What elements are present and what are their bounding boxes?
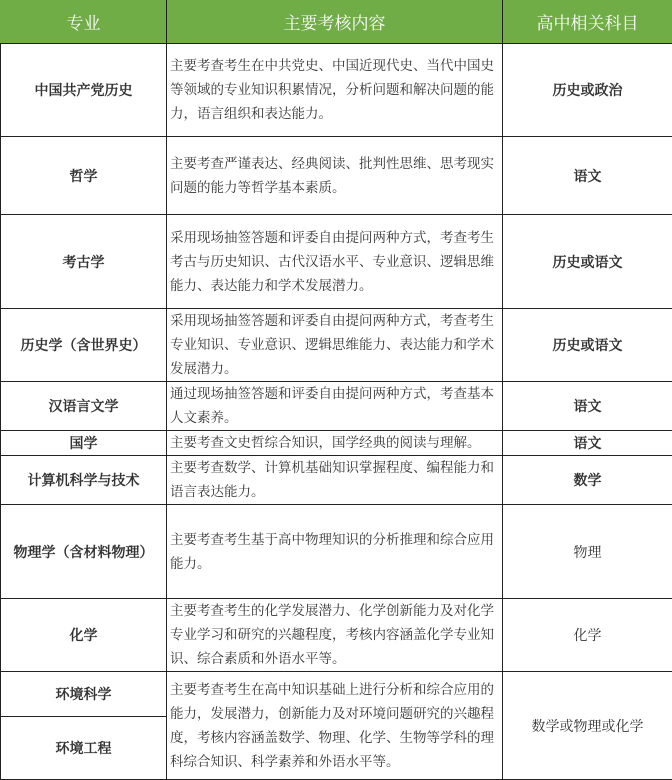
table-row xyxy=(1,599,672,672)
subject-cell: 数学或物理或化学 xyxy=(503,672,672,780)
subject-cell: 语文 xyxy=(503,431,672,456)
major-cell: 物理学（含材料物理） xyxy=(1,505,167,599)
major-cell: 历史学（含世界史） xyxy=(1,309,167,382)
subject-cell: 语文 xyxy=(503,137,672,215)
content-cell: 通过现场抽签答题和评委自由提问两种方式，考查基本人文素养。 xyxy=(167,382,503,431)
major-cell: 环境科学 xyxy=(1,672,167,717)
table-row xyxy=(1,431,672,456)
table-row xyxy=(1,44,672,137)
header-content: 主要考核内容 xyxy=(167,0,503,44)
major-cell: 哲学 xyxy=(1,137,167,215)
major-cell: 环境工程 xyxy=(1,717,167,780)
table-row xyxy=(1,456,672,505)
content-cell: 主要考查数学、计算机基础知识掌握程度、编程能力和语言表达能力。 xyxy=(167,456,503,505)
content-cell: 采用现场抽签答题和评委自由提问两种方式，考查考生专业知识、专业意识、逻辑思维能力、表达能力和学术发展潜力。 xyxy=(167,309,503,382)
major-cell: 考古学 xyxy=(1,215,167,309)
table-row xyxy=(1,309,672,382)
content-cell: 主要考查严谨表达、经典阅读、批判性思维、思考现实问题的能力等哲学基本素质。 xyxy=(167,137,503,215)
table-header-row xyxy=(1,0,672,44)
header-subject: 高中相关科目 xyxy=(503,0,672,44)
subject-cell: 数学 xyxy=(503,456,672,505)
major-cell: 计算机科学与技术 xyxy=(1,456,167,505)
subject-cell: 物理 xyxy=(503,505,672,599)
content-cell: 采用现场抽签答题和评委自由提问两种方式，考查考生考古与历史知识、古代汉语水平、专业意识、逻辑思维能力、表达能力和学术发展潜力。 xyxy=(167,215,503,309)
content-cell: 主要考查考生的化学发展潜力、化学创新能力及对化学专业学习和研究的兴趣程度，考核内容涵盖化学专业知识、综合素质和外语水平等。 xyxy=(167,599,503,672)
header-major: 专业 xyxy=(1,0,167,44)
major-cell: 中国共产党历史 xyxy=(1,44,167,137)
table-row xyxy=(1,672,672,717)
major-cell: 汉语言文学 xyxy=(1,382,167,431)
major-cell: 化学 xyxy=(1,599,167,672)
subject-cell: 历史或政治 xyxy=(503,44,672,137)
subject-cell: 化学 xyxy=(503,599,672,672)
table-row xyxy=(1,505,672,599)
major-cell: 国学 xyxy=(1,431,167,456)
subject-cell: 语文 xyxy=(503,382,672,431)
content-cell: 主要考查考生在中共党史、中国近现代史、当代中国史等领域的专业知识积累情况，分析问题和解决问题的能力，语言组织和表达能力。 xyxy=(167,44,503,137)
content-cell: 主要考查文史哲综合知识，国学经典的阅读与理解。 xyxy=(167,431,503,456)
table-row xyxy=(1,382,672,431)
table-row xyxy=(1,137,672,215)
content-cell: 主要考查考生在高中知识基础上进行分析和综合应用的能力，发展潜力，创新能力及对环境问题研究的兴趣程度，考核内容涵盖数学、物理、化学、生物等学科的理科综合知识、科学素养和外语水平等。 xyxy=(167,672,503,780)
subject-cell: 历史或语文 xyxy=(503,215,672,309)
table-row xyxy=(1,215,672,309)
content-cell: 主要考查考生基于高中物理知识的分析推理和综合应用能力。 xyxy=(167,505,503,599)
subject-cell: 历史或语文 xyxy=(503,309,672,382)
